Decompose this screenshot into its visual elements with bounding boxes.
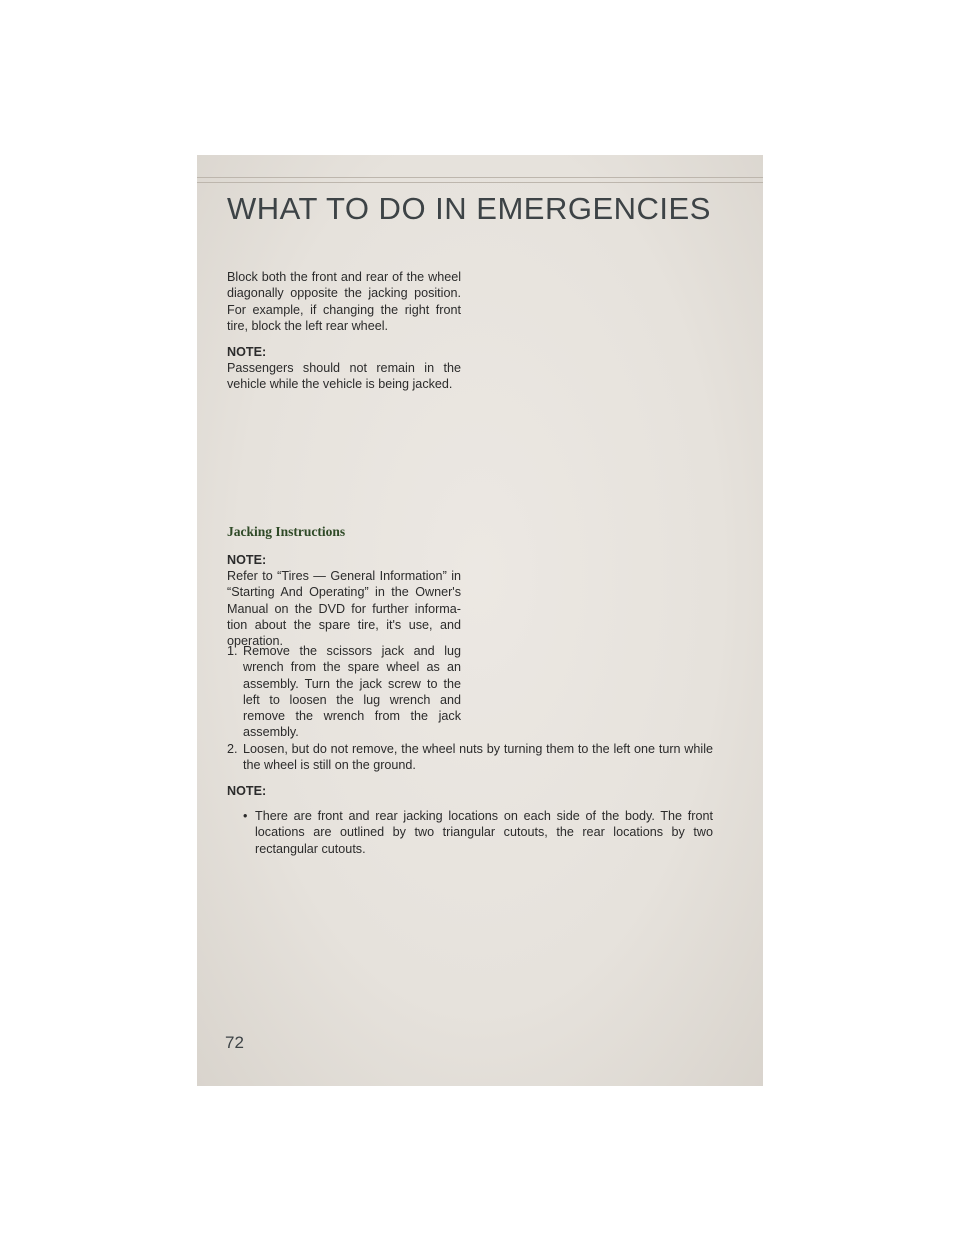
list-number: 1. [227,644,238,658]
page-number: 72 [225,1033,244,1052]
note-label: NOTE: [227,784,267,798]
jacking-instructions-heading: Jacking Instructions [227,524,346,539]
list-item-text [227,643,461,741]
bullet-text [243,808,713,857]
note-label: NOTE: [227,553,267,567]
section-title: WHAT TO DO IN EMERGENCIES [227,191,711,226]
list-item [227,643,461,741]
header-rule-top [197,177,763,178]
header-rule-bottom [197,182,763,183]
note-label: NOTE: [227,345,267,359]
intro-paragraph: Block both the front and rear of the wheel diagonally opposite the jacking position. For example, if changing the right front tire, block the left rear wheel. [227,270,461,333]
list-number: 2. [227,742,238,756]
list-item-text [227,741,713,774]
list-item-body: Loosen, but do not remove, the wheel nuts by turning them to the left one turn while the wheel is still on the ground. [243,742,713,773]
note-text: Passengers should not remain in the vehicle while the vehicle is being jacked. [227,361,461,392]
note-text: Refer to “Tires — General Information” in “Starting And Operating” in the Owner's Manual on the DVD for further informa- tion about the spare tire, it's use, and operation. [227,569,461,649]
bullet-body: There are front and rear jacking locations on each side of the body. The front locations are outlined by two triangular cutouts, the rear locations by two rectangular cutouts. [255,809,713,856]
bullet-item [243,808,713,857]
manual-page [197,155,763,1086]
bullet-icon: • [243,809,248,823]
list-item-body: Remove the scissors jack and lug wrench from the spare wheel as an assembly. Turn the jack screw to the left to loosen the lug wrench and remove the wrench from the jack assembly. [243,644,461,740]
list-item [227,741,713,774]
